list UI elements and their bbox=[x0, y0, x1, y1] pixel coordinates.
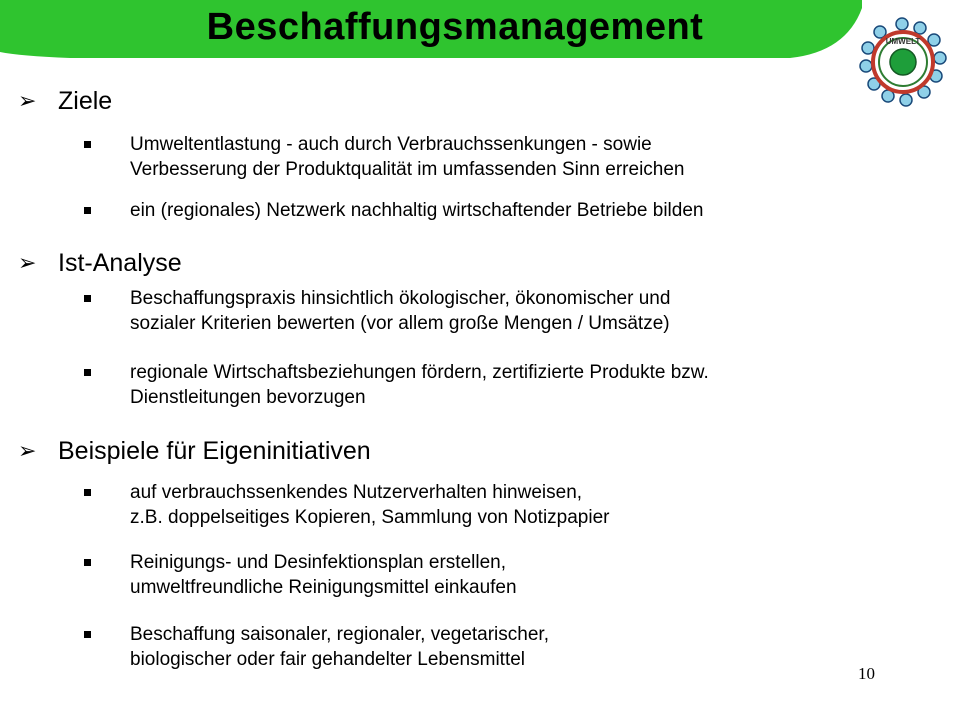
bullet-item-text: regionale Wirtschaftsbeziehungen fördern, zertifizierte Produkte bzw. Dienstleitungen bevorzugen bbox=[130, 362, 709, 408]
arrow-bullet-icon: ➢ bbox=[18, 89, 37, 114]
square-bullet-icon bbox=[84, 369, 91, 376]
bullet-item-text: ein (regionales) Netzwerk nachhaltig wirtschaftender Betriebe bilden bbox=[130, 200, 704, 221]
square-bullet-icon bbox=[84, 489, 91, 496]
section-heading-text: Ziele bbox=[58, 87, 113, 115]
section-heading-text: Beispiele für Eigeninitiativen bbox=[58, 437, 371, 465]
bullet-item-text: auf verbrauchssenkendes Nutzerverhalten hinweisen, z.B. doppelseitiges Kopieren, Sammlung von Notizpapier bbox=[130, 482, 610, 528]
square-bullet-icon bbox=[84, 141, 91, 148]
square-bullet-icon bbox=[84, 295, 91, 302]
section-heading bbox=[18, 436, 371, 468]
section-heading bbox=[18, 86, 112, 118]
bullet-item-text: Beschaffungspraxis hinsichtlich ökologischer, ökonomischer und sozialer Kriterien bewerten (vor allem große Mengen / Umsätze) bbox=[130, 288, 671, 334]
slide-title: Beschaffungsmanagement bbox=[206, 6, 704, 48]
bullet-item-text: Umweltentlastung - auch durch Verbrauchssenkungen - sowie Verbesserung der Produktqualität im umfassenden Sinn erreichen bbox=[130, 134, 685, 180]
square-bullet-icon bbox=[84, 559, 91, 566]
bullet-item-text: Beschaffung saisonaler, regionaler, vegetarischer, biologischer oder fair gehandelter Lebensmittel bbox=[130, 624, 549, 670]
arrow-bullet-icon: ➢ bbox=[18, 439, 37, 464]
square-bullet-icon bbox=[84, 207, 91, 214]
arrow-bullet-icon: ➢ bbox=[18, 251, 37, 276]
square-bullet-icon bbox=[84, 631, 91, 638]
page-number: 10 bbox=[858, 664, 875, 683]
bullet-item-text: Reinigungs- und Desinfektionsplan erstellen, umweltfreundliche Reinigungsmittel einkaufen bbox=[130, 552, 517, 598]
logo-text: UMWELT bbox=[885, 37, 921, 46]
section-heading-text: Ist-Analyse bbox=[58, 249, 182, 277]
section-heading bbox=[18, 248, 182, 280]
